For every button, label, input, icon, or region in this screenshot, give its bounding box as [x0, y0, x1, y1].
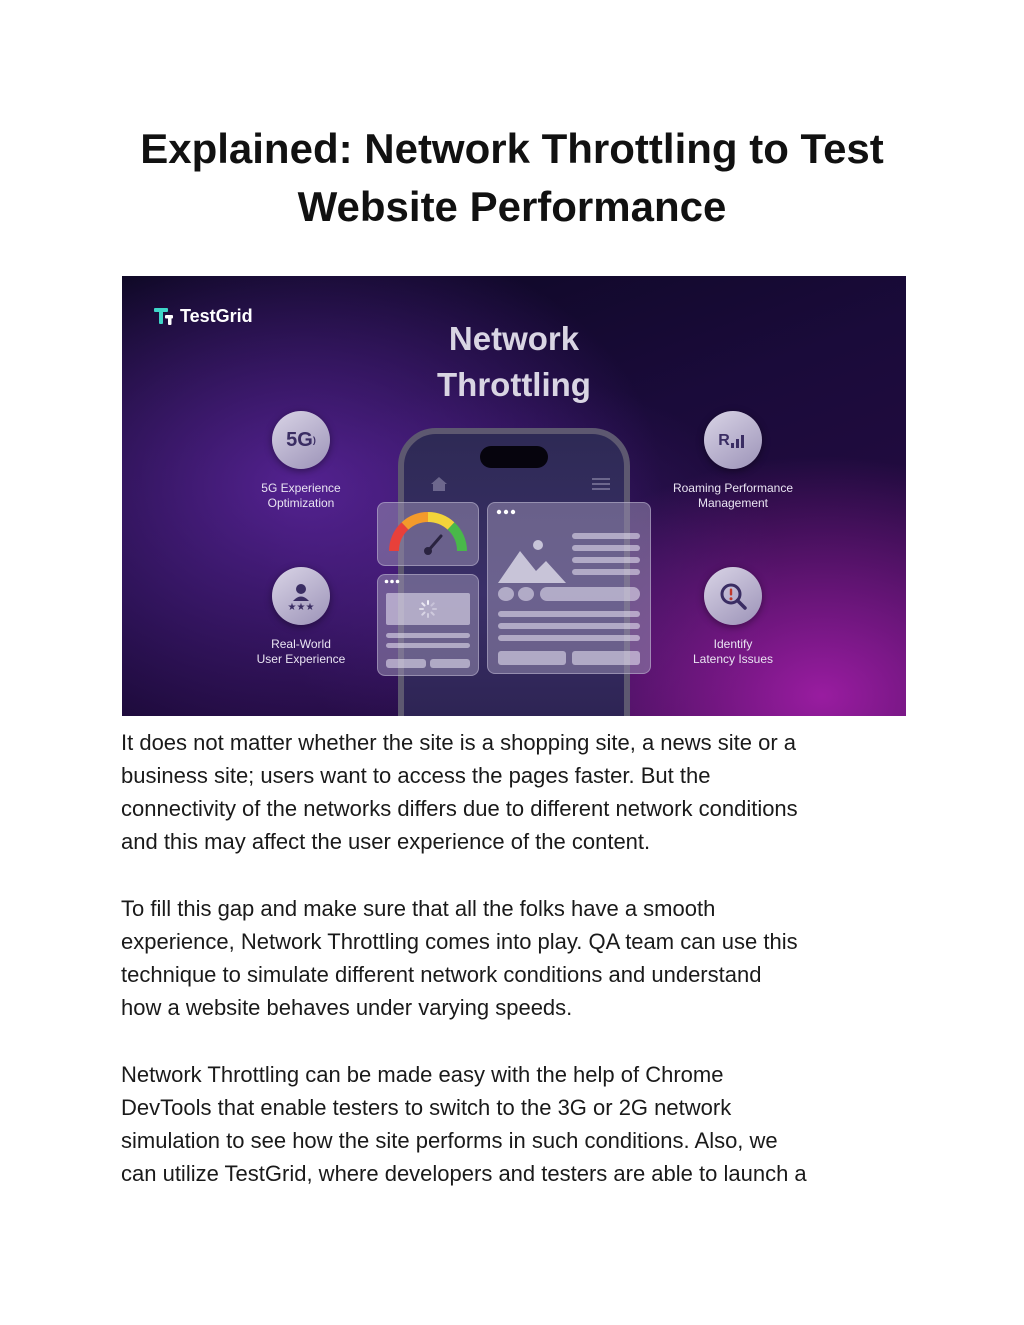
hero-title-line-2: Throttling: [437, 366, 591, 403]
feature-real-world-label: Real-World User Experience: [256, 637, 346, 666]
button-placeholder: [430, 659, 470, 668]
svg-text:★★★: ★★★: [287, 602, 315, 613]
button-placeholder: [572, 651, 640, 665]
search-bar-placeholder: [540, 587, 640, 601]
avatar-placeholder: [498, 587, 514, 601]
phone-notch: [480, 446, 548, 468]
button-placeholder: [386, 659, 426, 668]
home-icon: [430, 476, 448, 492]
speedometer-icon: [378, 503, 478, 565]
text-placeholder: [386, 633, 470, 638]
window-dots-icon: [384, 579, 400, 584]
hero-title-line-1: Network: [448, 320, 580, 357]
button-placeholder: [498, 651, 566, 665]
latency-search-icon: [704, 567, 762, 625]
page-title: [0, 120, 1024, 236]
image-placeholder-icon: [498, 531, 566, 583]
text-placeholder: [572, 557, 640, 563]
5g-icon: 5G ): [272, 411, 330, 469]
loading-spinner-icon: [418, 599, 438, 619]
signal-bars-icon: [730, 432, 748, 448]
text-placeholder: [386, 643, 470, 648]
loading-page-card: [377, 574, 479, 676]
paragraph-2: To fill this gap and make sure that all the folks have a smooth experience, Network Throttling comes into play. QA team can use this technique to simulate different network conditions and understand how a website behaves under varying speeds.: [121, 896, 798, 1020]
text-placeholder: [572, 545, 640, 551]
avatar-placeholder: [518, 587, 534, 601]
webpage-card: [487, 502, 651, 674]
paragraph-1: It does not matter whether the site is a shopping site, a news site or a business site; users want to access the pages faster. But the connectivity of the networks differs due to different network conditions and this may affect the user experience of the content.: [121, 730, 798, 854]
text-placeholder: [498, 623, 640, 629]
feature-roaming-label: Roaming Performance Management: [672, 481, 794, 510]
text-placeholder: [498, 611, 640, 617]
window-dots-icon: [496, 509, 520, 515]
text-placeholder: [572, 533, 640, 539]
hero-title: [122, 316, 906, 408]
feature-latency-label: Identify Latency Issues: [692, 637, 774, 666]
speed-gauge-card: [377, 502, 479, 566]
feature-real-world: [216, 567, 386, 667]
hero-image: [122, 276, 906, 716]
text-placeholder: [498, 635, 640, 641]
feature-latency: [648, 567, 818, 667]
menu-icon: [592, 478, 610, 490]
user-rating-icon: [272, 567, 330, 625]
feature-5g-label: 5G Experience Optimization: [261, 481, 341, 510]
feature-roaming: [648, 411, 818, 511]
roaming-signal-icon: R: [704, 411, 762, 469]
text-placeholder: [572, 569, 640, 575]
feature-5g: [216, 411, 386, 511]
page-title-line-1: Explained: Network Throttling to Test: [140, 125, 884, 172]
page-title-line-2: Website Performance: [297, 183, 727, 230]
brand-name: TestGrid: [180, 306, 253, 326]
paragraph-3: Network Throttling can be made easy with the help of Chrome DevTools that enable testers to switch to the 3G or 2G network simulation to see how the site performs in such conditions. Also, we can utilize TestGrid, where developers and testers are able to launch a: [121, 1062, 807, 1186]
